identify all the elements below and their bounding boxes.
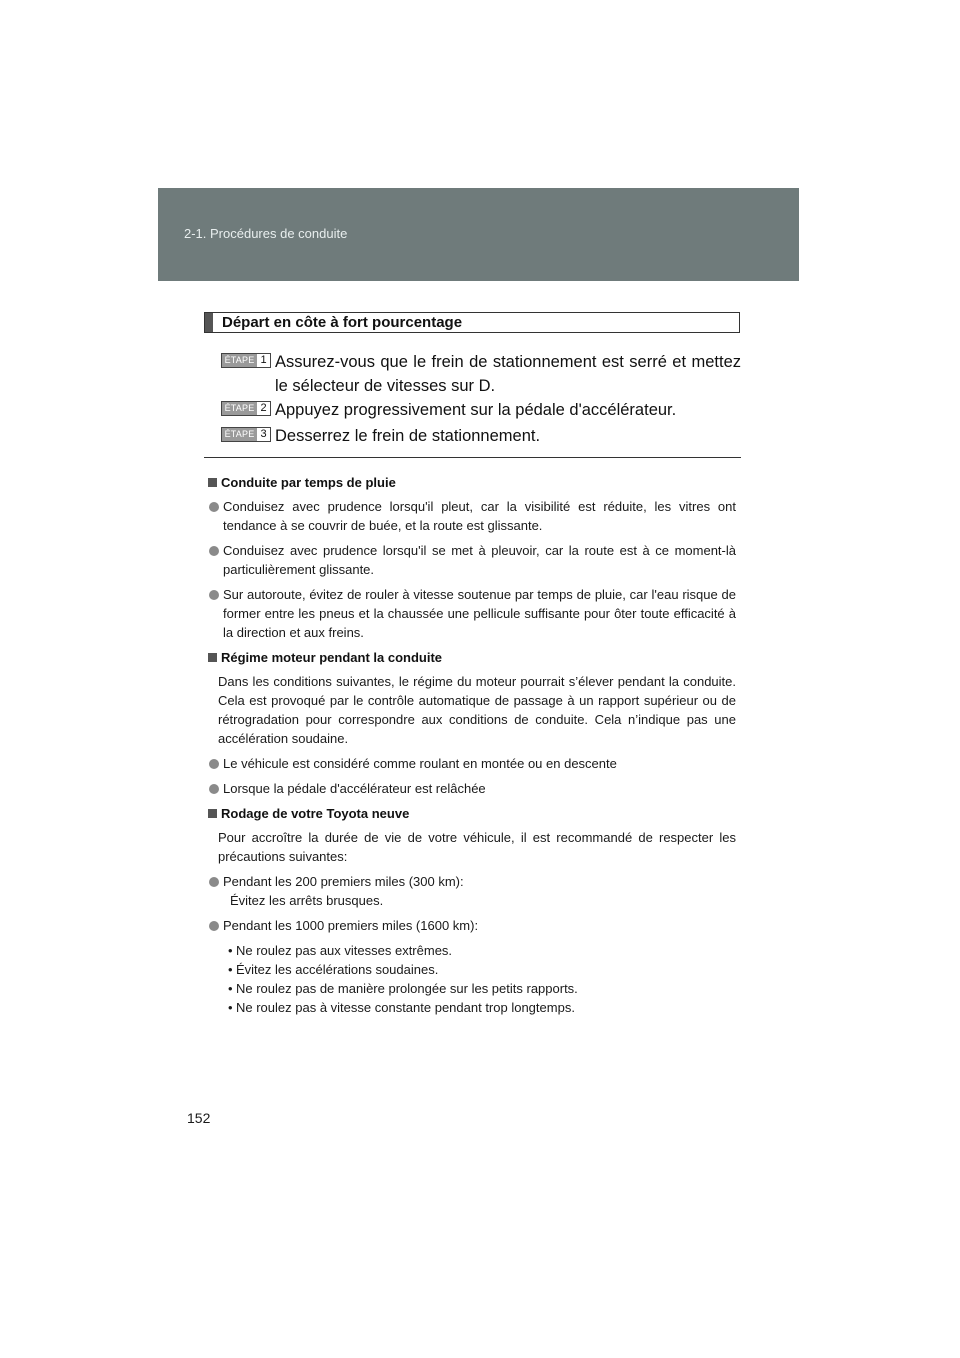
step-text: Assurez-vous que le frein de stationnement est serré et mettez le sélecteur de vitesses sur D. [275,353,741,395]
dash-item: • Ne roulez pas à vitesse constante pendant trop longtemps. [228,1000,575,1015]
dash-item: • Ne roulez pas de manière prolongée sur les petits rapports. [228,981,578,996]
square-bullet-icon [208,653,217,662]
step-3 [221,424,741,448]
section-title: 2-1. Procédures de conduite [184,226,348,241]
heading-engine: Régime moteur pendant la conduite [208,648,736,668]
list-item: Sur autoroute, évitez de rouler à vitesse soutenue par temps de pluie, car l'eau risque de former entre les pneus et la chaussée une pellicule suffisante pour ôter toute efficacité à la direction et aux freins. [208,585,736,642]
list-item: Le véhicule est considéré comme roulant en montée ou en descente [208,754,736,773]
box-title [204,312,740,333]
notes-content [208,473,736,1017]
page-number: 152 [187,1110,211,1126]
heading-rain: Conduite par temps de pluie [208,473,736,493]
step-tag: ÉTAPE 2 [221,401,271,416]
list-item: Conduisez avec prudence lorsqu'il se met à pleuvoir, car la route est à ce moment-là particulièrement glissante. [208,541,736,579]
dash-item: • Ne roulez pas aux vitesses extrêmes. [228,943,453,958]
step-tag: ÉTAPE 3 [221,427,271,442]
circle-bullet-icon [209,546,219,556]
sub-item: Évitez les arrêts brusques. [230,893,384,908]
circle-bullet-icon [209,759,219,769]
square-bullet-icon [208,809,217,818]
heading-breakin: Rodage de votre Toyota neuve [208,804,736,824]
dash-item: • Évitez les accélérations soudaines. [228,962,439,977]
paragraph: Dans les conditions suivantes, le régime du moteur pourrait s’élever pendant la conduite. Cela est provoqué par le contrôle automatique de passage à un rapport supérieur ou de rétrogradation pour correspondre aux conditions de conduite. Cela n’indique pas une accélération soudaine. [218,674,736,746]
circle-bullet-icon [209,877,219,887]
circle-bullet-icon [209,784,219,794]
circle-bullet-icon [209,590,219,600]
box-title-text: Départ en côte à fort pourcentage [222,314,463,331]
list-item: Pendant les 200 premiers miles (300 km): [208,872,736,891]
list-item: Conduisez avec prudence lorsqu'il pleut, car la visibilité est réduite, les vitres ont tendance à se couvrir de buée, et la route est glissante. [208,497,736,535]
step-1 [221,350,741,398]
divider-rule [204,457,741,458]
chapter-header-band [158,188,799,281]
circle-bullet-icon [209,921,219,931]
title-bar-accent [205,313,213,332]
step-text: Appuyez progressivement sur la pédale d'accélérateur. [275,401,677,419]
circle-bullet-icon [209,502,219,512]
step-tag: ÉTAPE 1 [221,353,271,368]
list-item: Lorsque la pédale d'accélérateur est relâchée [208,779,736,798]
paragraph: Pour accroître la durée de vie de votre véhicule, il est recommandé de respecter les précautions suivantes: [218,830,736,864]
list-item: Pendant les 1000 premiers miles (1600 km): [208,916,736,935]
step-text: Desserrez le frein de stationnement. [275,427,541,445]
step-2 [221,398,741,422]
square-bullet-icon [208,478,217,487]
